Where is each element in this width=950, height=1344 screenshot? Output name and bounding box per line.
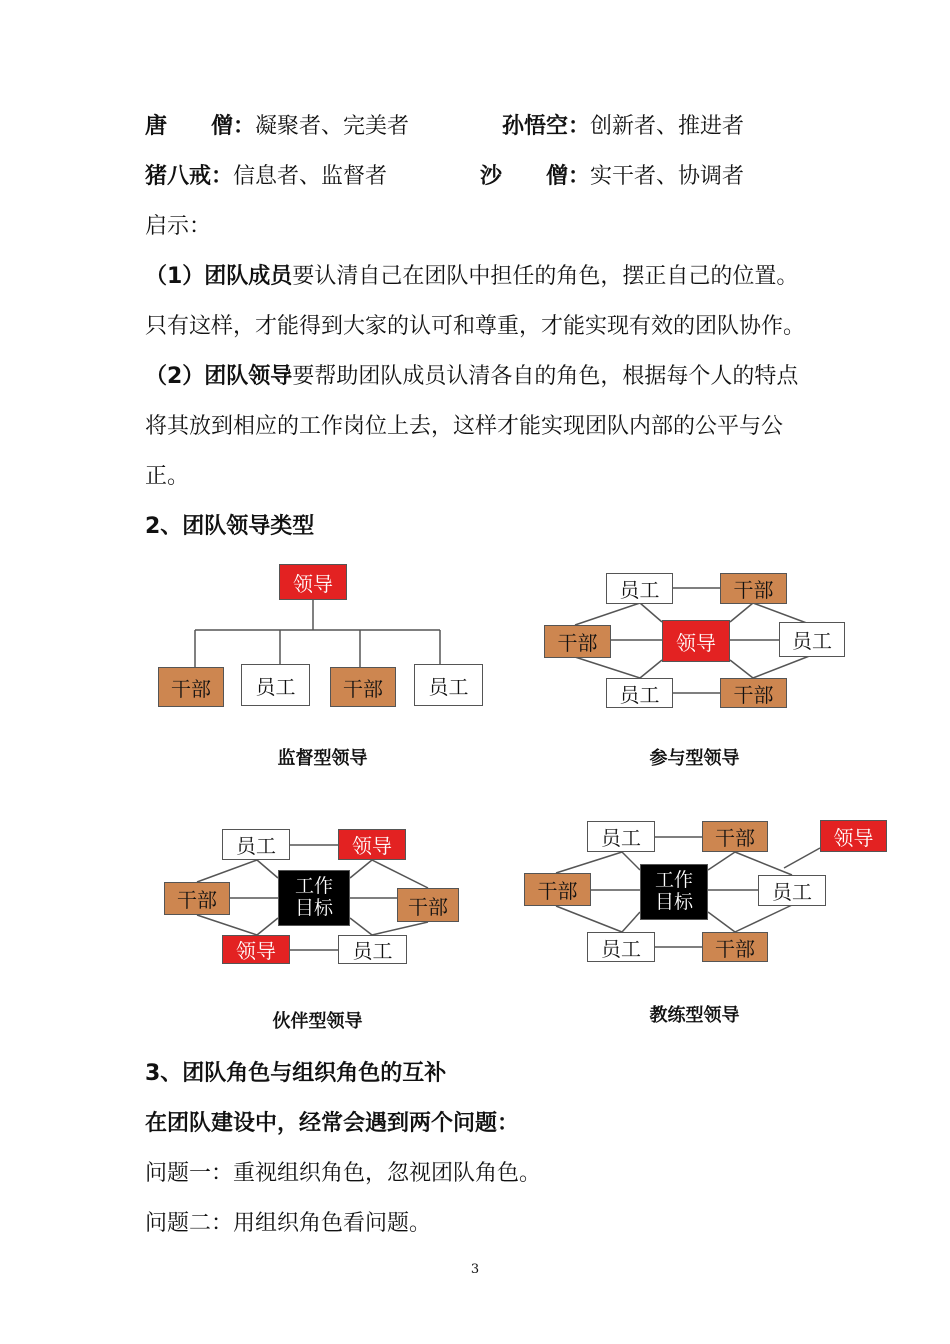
role-name: 孙悟空： <box>502 114 591 139</box>
problem-1: 问题一：重视组织角色，忽视团队角色。 <box>145 1161 542 1186</box>
participative-leader-box: 领导 <box>662 620 730 662</box>
participative-cadre-box: 干部 <box>544 625 611 658</box>
insight-p1-text: 要认清自己在团队中担任的角色，摆正自己的位置。 <box>292 264 799 289</box>
coach-staff-box: 员工 <box>587 932 655 962</box>
participative-cadre-box: 干部 <box>720 573 787 604</box>
role-name: 沙 僧： <box>480 164 591 189</box>
page-number: 3 <box>470 1262 480 1277</box>
caption-partner: 伙伴型领导 <box>272 1011 363 1032</box>
insight-p2-text: 要帮助团队成员认清各自的角色，根据每个人的特点 <box>292 364 799 389</box>
section-3-title: 3、团队角色与组织角色的互补 <box>145 1061 447 1086</box>
caption-coach: 教练型领导 <box>649 1005 740 1026</box>
participative-cadre-box: 干部 <box>720 678 787 708</box>
goal-line-2: 目标 <box>654 891 693 913</box>
partner-leader-box: 领导 <box>338 829 406 860</box>
coach-staff-box: 员工 <box>758 875 826 906</box>
insight-p2-prefix: （2）团队领导 <box>145 364 293 389</box>
role-name: 猪八戒： <box>145 164 234 189</box>
problem-2: 问题二：用组织角色看问题。 <box>145 1211 432 1236</box>
insight-p2-line2: 将其放到相应的工作岗位上去，这样才能实现团队内部的公平与公 <box>145 414 784 439</box>
participative-staff-box: 员工 <box>606 678 673 708</box>
partner-staff-box: 员工 <box>338 935 407 964</box>
goal-line-1: 工作 <box>654 869 693 892</box>
role-desc: 信息者、监督者 <box>233 164 388 189</box>
role-name: 唐 僧： <box>145 114 256 139</box>
supervisory-leader-box: 领导 <box>279 564 347 600</box>
coach-goal-box <box>640 864 708 920</box>
section-3-intro: 在团队建设中，经常会遇到两个问题： <box>145 1111 520 1136</box>
coach-leader-box: 领导 <box>820 820 887 852</box>
role-desc: 实干者、协调者 <box>590 164 745 189</box>
coach-cadre-box: 干部 <box>702 932 768 962</box>
coach-staff-box: 员工 <box>587 821 655 852</box>
goal-line-1: 工作 <box>294 875 333 898</box>
partner-goal-box <box>278 870 350 926</box>
caption-participative: 参与型领导 <box>649 748 740 769</box>
caption-supervisory: 监督型领导 <box>277 748 368 769</box>
insight-p2-line3: 正。 <box>145 464 190 489</box>
coach-cadre-box: 干部 <box>702 821 768 852</box>
participative-staff-box: 员工 <box>779 622 845 657</box>
supervisory-cadre-box: 干部 <box>330 667 396 707</box>
role-desc: 凝聚者、完美者 <box>255 114 410 139</box>
insight-p1-prefix: （1）团队成员 <box>145 264 293 289</box>
supervisory-staff-box: 员工 <box>414 664 483 706</box>
goal-line-2: 目标 <box>294 897 333 919</box>
partner-cadre-box: 干部 <box>397 888 459 922</box>
coach-cadre-box: 干部 <box>524 873 591 906</box>
partner-staff-box: 员工 <box>222 829 290 860</box>
partner-leader-box: 领导 <box>222 935 290 964</box>
role-desc: 创新者、推进者 <box>590 114 745 139</box>
supervisory-staff-box: 员工 <box>241 664 310 706</box>
insight-p1-line2: 只有这样，才能得到大家的认可和尊重，才能实现有效的团队协作。 <box>145 314 806 339</box>
partner-cadre-box: 干部 <box>164 882 230 915</box>
participative-staff-box: 员工 <box>606 573 673 604</box>
section-2-title: 2、团队领导类型 <box>145 514 315 539</box>
insight-label: 启示： <box>145 214 212 239</box>
supervisory-cadre-box: 干部 <box>158 667 224 707</box>
